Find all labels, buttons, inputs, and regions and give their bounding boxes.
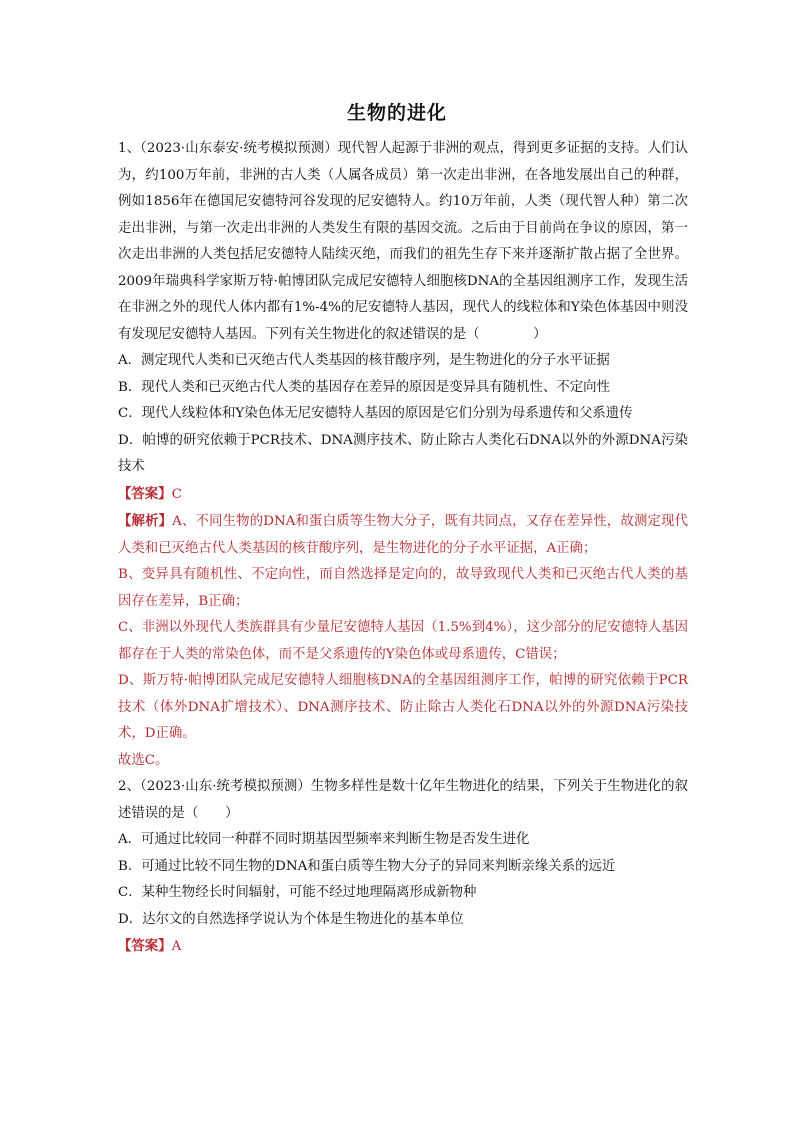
answer-value: C (171, 486, 182, 502)
answer-line (118, 481, 688, 509)
analysis-d: D、斯万特·帕博团队完成尼安德特人细胞核DNA的全基因组测序工作，帕博的研究依赖于PCR技术（体外DNA扩增技术）、DNA测序技术、防止除古人类化石DNA以外的外源DNA污染技术，D正确。 (118, 673, 688, 741)
analysis-b: B、变异具有随机性、不定向性，而自然选择是定向的，故导致现代人类和已灭绝古代人类的基因存在差异，B正确； (118, 567, 688, 609)
answer-label: 【答案】 (118, 938, 172, 954)
answer-line (118, 933, 688, 961)
answer-label: 【答案】 (118, 485, 172, 502)
document-content (118, 136, 688, 961)
option-d: D．达尔文的自然选择学说认为个体是生物进化的基本单位 (118, 911, 464, 927)
option-b: B．可通过比较不同生物的DNA和蛋白质等生物大分子的异同来判断亲缘关系的远近 (118, 858, 616, 874)
analysis-text-a: A、不同生物的DNA和蛋白质等生物大分子，既有共同点，又存在差异性，故测定现代人类和已灭绝古代人类基因的核苷酸序列，是生物进化的分子水平证据，A正确； (118, 514, 689, 556)
page-title: 生物的进化 (346, 102, 447, 124)
analysis-a (118, 508, 688, 562)
option-b: B．现代人类和已灭绝古代人类的基因存在差异的原因是变异具有随机性、不定向性 (118, 379, 610, 395)
option-d: D．帕博的研究依赖于PCR技术、DNA测序技术、防止除古人类化石DNA以外的外源DNA污染技术 (118, 432, 688, 474)
answer-value: A (171, 939, 182, 954)
question-stem: 2、（2023·山东·统考模拟预测）生物多样性是数十亿年生物进化的结果，下列关于生物进化的叙述错误的是（ ） (118, 779, 688, 821)
option-a: A．可通过比较同一种群不同时期基因型频率来判断生物是否发生进化 (118, 832, 530, 847)
option-c: C．现代人线粒体和Y染色体无尼安德特人基因的原因是它们分别为母系遗传和父系遗传 (118, 406, 633, 421)
question-1 (118, 136, 688, 774)
analysis-c: C、非洲以外现代人类族群具有少量尼安德特人基因（1.5%到4%），这少部分的尼安德特人基因都存在于人类的常染色体，而不是父系遗传的Y染色体或母系遗传，C错误； (118, 620, 688, 662)
conclusion: 故选C。 (118, 752, 169, 768)
option-a: A．测定现代人类和已灭绝古代人类基因的核苷酸序列，是生物进化的分子水平证据 (118, 353, 610, 368)
question-2 (118, 774, 688, 961)
analysis-label: 【解析】 (118, 513, 173, 529)
question-stem: 1、（2023·山东泰安·统考模拟预测）现代智人起源于非洲的观点，得到更多证据的支持。人们认为，约100万年前，非洲的古人类（人属各成员）第一次走出非洲，在各地发展出自己的种群，例如1856年在德国尼安德特河谷发现的尼安德特人。约10万年前，人类（现代智人种）第二次走出非洲，与第一次走出非洲的人类发生有限的基因交流。之后由于目前尚在争议的原因，第一次走出非洲的人类包括尼安德特人陆续灭绝，而我们的祖先生存下来并逐渐扩散占据了全世界。2009年瑞典科学家斯万特·帕博团队完成尼安德特人细胞核DNA的全基因组测序工作，发现生活在非洲之外的现代人体内都有1%-4%的尼安德特人基因，现代人的线粒体和Y染色体基因中则没有发现尼安德特人基因。下列有关生物进化的叙述错误的是（ ） (118, 141, 688, 342)
option-c: C．某种生物经长时间辐射，可能不经过地理隔离形成新物种 (118, 885, 477, 900)
